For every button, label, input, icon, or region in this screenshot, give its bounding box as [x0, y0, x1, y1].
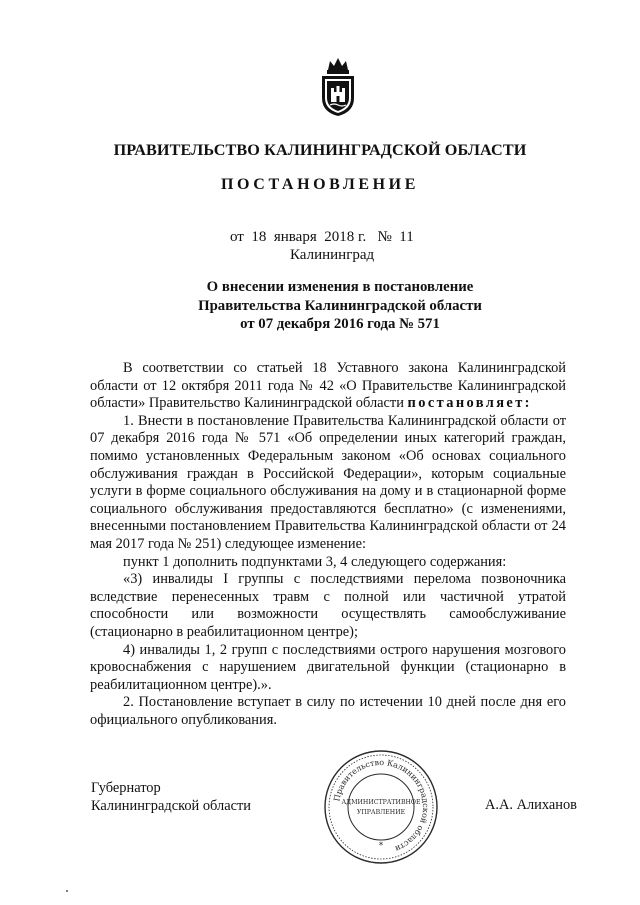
svg-text:*: * [378, 841, 384, 851]
signatory-name: А.А. Алиханов [485, 797, 577, 813]
stamp-center-line-1: АДМИНИСТРАТИВНОЕ [341, 799, 421, 806]
item-1: 1. Внести в постановление Правительства Калининградской области от 07 декабря 2016 года № 571 «Об определении иных категорий граждан, помимо установленных Федеральным законом «Об основах социального обслуживания граждан в Российской Федерации», которым социальные услуги в форме социального обслуживания на дому и в стационарной форме социального обслуживания предоставляются бесплатно» (с изменениями, внесенными постановлением Правительства Калининградской области от 24 мая 2017 года № 251) следующее изменение: [90, 412, 566, 552]
date-month: января [273, 229, 317, 245]
stamp-ring-text: Правительство Калининградской области [332, 757, 431, 854]
date-number-line [230, 228, 414, 246]
document-meta [230, 228, 414, 263]
signatory-position [91, 780, 251, 815]
stamp-center-line-2: УПРАВЛЕНИЕ [356, 809, 406, 816]
decree-word: постановляет: [407, 395, 532, 412]
subitem-4: 4) инвалиды 1, 2 групп с последствиями острого нарушения мозгового кровоснабжения с нарушением двигательной функции (стационарно в реабилитационном центре).». [90, 641, 566, 693]
kaliningrad-coat-of-arms-icon [318, 56, 358, 118]
city: Калининград [290, 247, 375, 263]
number-prefix: № [377, 229, 392, 245]
round-seal-stamp-icon [322, 748, 440, 866]
document-number: 11 [399, 229, 414, 245]
signatory-position-line-2: Калининградской области [91, 797, 251, 814]
signatory-position-line-1: Губернатор [91, 780, 161, 796]
date-prefix: от [230, 229, 244, 245]
subject-line-3: от 07 декабря 2016 года № 571 [240, 316, 440, 333]
intro-text: В соответствии со статьей 18 Уставного закона Калининградской области от 12 октября 2011 года № 42 «О Правительстве Калининградской области» Правительство Калининградской области [90, 360, 566, 412]
document-type: ПОСТАНОВЛЕНИЕ [221, 176, 419, 193]
document-body [90, 360, 566, 729]
item-2: 2. Постановление вступает в силу по истечении 10 дней после дня его официального опубликования. [90, 694, 566, 728]
subitem-3: «3) инвалиды I группы с последствиями перелома позвоночника вследствие перенесенных травм с полной или частичной утратой способности или возможности осуществлять самообслуживание (стационарно в реабилитационном центре); [90, 571, 566, 640]
subject-line-2: Правительства Калининградской области [198, 297, 482, 314]
intro-paragraph [90, 360, 566, 413]
subject-line-1: О внесении изменения в постановление [206, 279, 474, 295]
date-year: 2018 г. [324, 229, 367, 245]
organization-title: ПРАВИТЕЛЬСТВО КАЛИНИНГРАДСКОЙ ОБЛАСТИ [113, 141, 527, 159]
item-1-subheading: пункт 1 дополнить подпунктами 3, 4 следующего содержания: [123, 553, 507, 570]
date-day: 18 [251, 229, 267, 245]
document-subject [0, 278, 640, 334]
scan-speck [66, 890, 68, 892]
